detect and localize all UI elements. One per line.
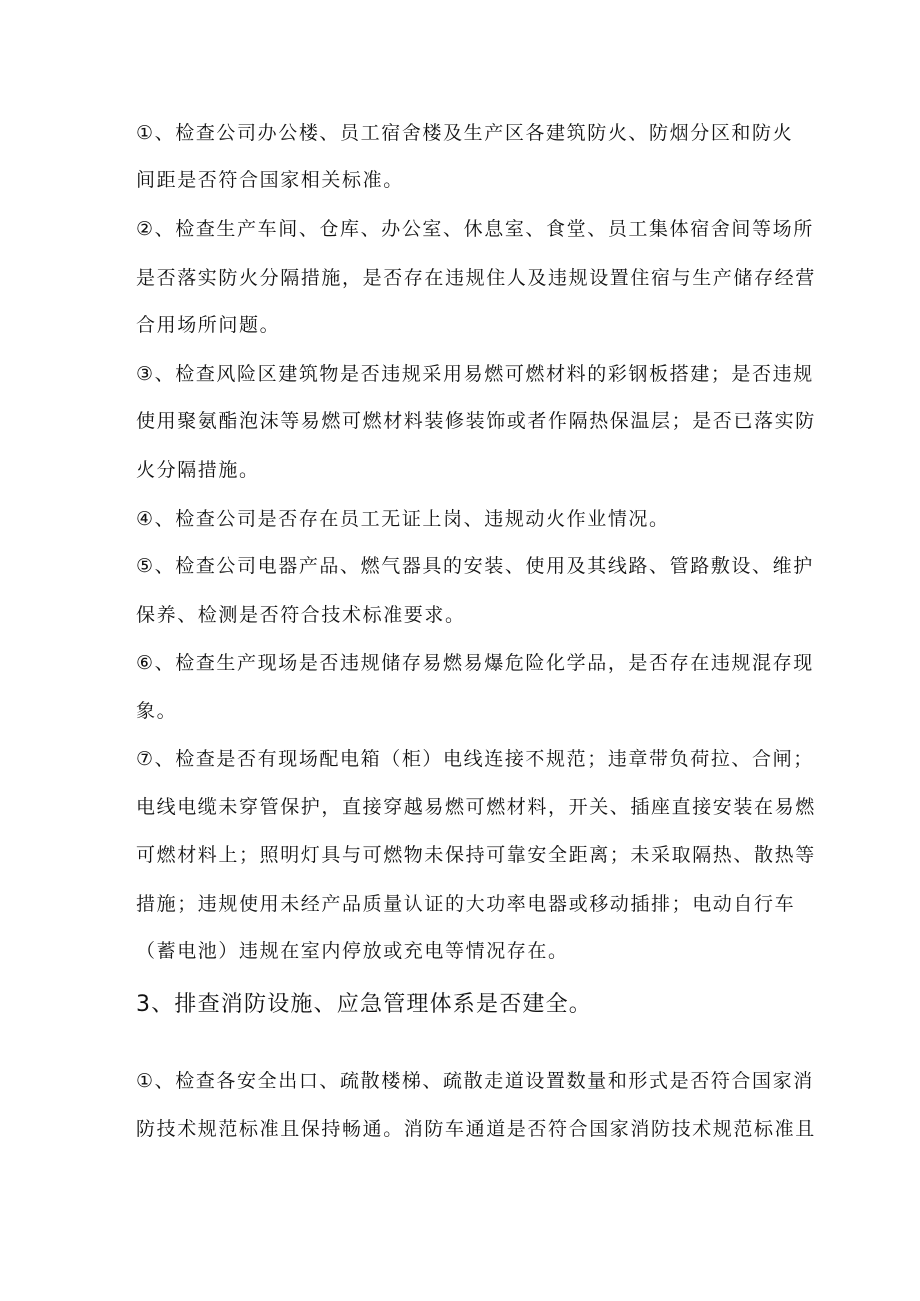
paragraph-line: 电线电缆未穿管保护，直接穿越易燃可燃材料，开关、插座直接安装在易燃: [136, 796, 816, 818]
paragraph-line: 措施；违规使用未经产品质量认证的大功率电器或移动插排；电动自行车: [136, 893, 796, 915]
paragraph-line: 火分隔措施。: [136, 459, 260, 481]
paragraph-line: 使用聚氨酯泡沫等易燃可燃材料装修装饰或者作隔热保温层；是否已落实防: [136, 410, 816, 432]
paragraph-line: 防技术规范标准且保持畅通。消防车通道是否符合国家消防技术规范标准且: [136, 1118, 816, 1140]
paragraph-line: ⑤、检查公司电器产品、燃气器具的安装、使用及其线路、管路敷设、维护: [136, 555, 814, 577]
paragraph-line: ①、检查公司办公楼、员工宿舍楼及生产区各建筑防火、防烟分区和防火: [136, 122, 794, 144]
paragraph-line: （蓄电池）违规在室内停放或充电等情况存在。: [136, 940, 569, 962]
section-heading: 3、排查消防设施、应急管理体系是否建全。: [136, 992, 592, 1017]
paragraph-line: ⑦、检查是否有现场配电箱（柜）电线连接不规范；违章带负荷拉、合闸；: [136, 748, 814, 770]
paragraph-line: ④、检查公司是否存在员工无证上岗、违规动火作业情况。: [136, 508, 670, 530]
paragraph-line: 合用场所问题。: [136, 314, 281, 336]
paragraph-line: 间距是否符合国家相关标准。: [136, 169, 404, 191]
paragraph-line: ①、检查各安全出口、疏散楼梯、疏散走道设置数量和形式是否符合国家消: [136, 1070, 814, 1092]
paragraph-line: 可燃材料上；照明灯具与可燃物未保持可靠安全距离；未采取隔热、散热等: [136, 844, 816, 866]
paragraph-line: ②、检查生产车间、仓库、办公室、休息室、食堂、员工集体宿舍间等场所: [136, 218, 814, 240]
paragraph-line: 保养、检测是否符合技术标准要求。: [136, 604, 466, 626]
paragraph-line: 是否落实防火分隔措施，是否存在违规住人及违规设置住宿与生产储存经营: [136, 267, 816, 289]
paragraph-line: ⑥、检查生产现场是否违规储存易燃易爆危险化学品，是否存在违规混存现: [136, 652, 814, 674]
paragraph-line: ③、检查风险区建筑物是否违规采用易燃可燃材料的彩钢板搭建；是否违规: [136, 363, 814, 385]
paragraph-line: 象。: [136, 700, 178, 722]
